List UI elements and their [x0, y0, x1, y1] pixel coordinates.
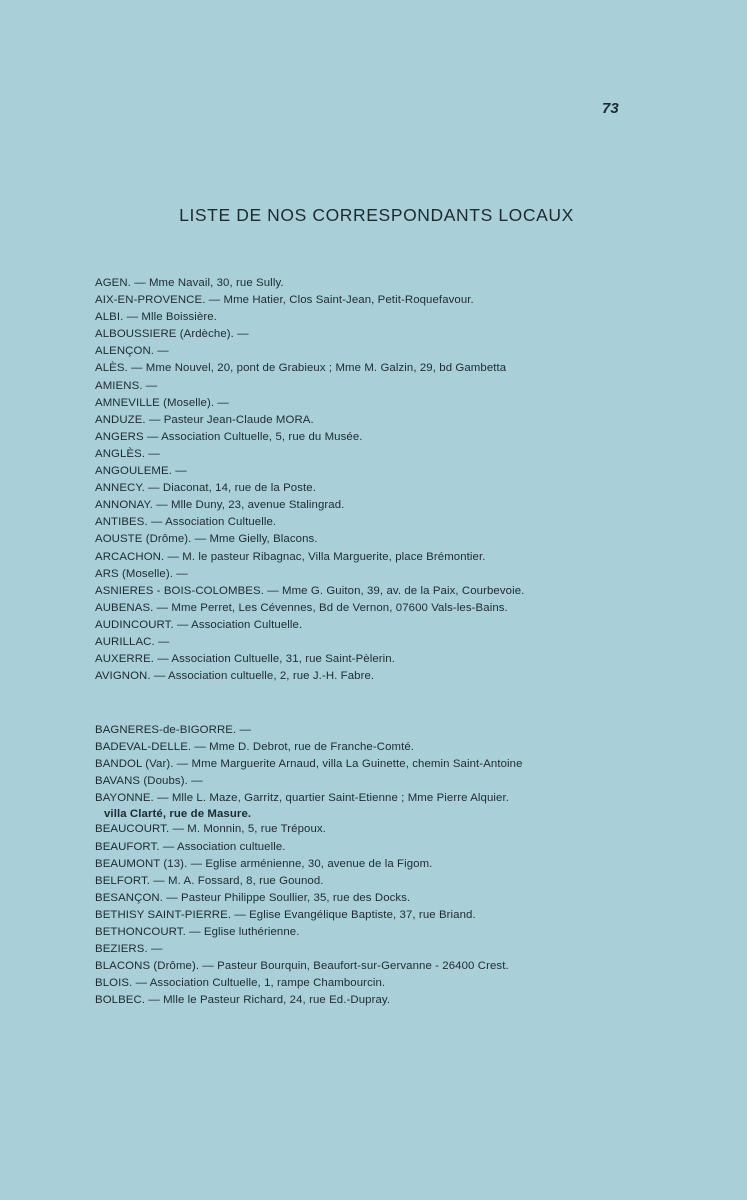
list-item: ASNIERES - BOIS-COLOMBES. — Mme G. Guiton, 39, av. de la Paix, Courbevoie.: [95, 584, 525, 597]
list-item: BAGNERES-de-BIGORRE. —: [95, 724, 252, 736]
list-item: BLOIS. — Association Cultuelle, 1, rampe Chambourcin.: [95, 977, 386, 990]
list-item: ALENÇON. —: [95, 345, 169, 358]
list-item: ALÈS. — Mme Nouvel, 20, pont de Grabieux ; Mme M. Galzin, 29, bd Gambetta: [95, 362, 507, 375]
list-item: ANGERS — Association Cultuelle, 5, rue du Musée.: [95, 430, 363, 443]
page-title: LISTE DE NOS CORRESPONDANTS LOCAUX: [179, 205, 574, 225]
list-item: AGEN. — Mme Navail, 30, rue Sully.: [95, 277, 284, 289]
list-item-continuation: villa Clarté, rue de Masure.: [104, 808, 252, 821]
list-item: BELFORT. — M. A. Fossard, 8, rue Gounod.: [95, 874, 324, 887]
list-item: BEAUMONT (13). — Eglise arménienne, 30, avenue de la Figom.: [95, 857, 433, 870]
list-item: BLACONS (Drôme). — Pasteur Bourquin, Beaufort-sur-Gervanne - 26400 Crest.: [95, 960, 509, 973]
list-item: ANNONAY. — Mlle Duny, 23, avenue Stalingrad.: [95, 499, 345, 512]
list-item: BETHONCOURT. — Eglise luthérienne.: [95, 926, 300, 939]
list-item: ANGLÈS. —: [95, 447, 160, 460]
list-item: BADEVAL-DELLE. — Mme D. Debrot, rue de Franche-Comté.: [95, 741, 415, 754]
list-item: ANGOULEME. —: [95, 465, 187, 478]
list-item: ALBI. — Mlle Boissière.: [95, 311, 217, 324]
list-item: AURILLAC. —: [95, 635, 170, 648]
list-item: BEAUFORT. — Association cultuelle.: [95, 840, 286, 853]
list-item: ARS (Moselle). —: [95, 567, 188, 580]
list-item: BAVANS (Doubs). —: [95, 775, 203, 788]
list-item: AUBENAS. — Mme Perret, Les Cévennes, Bd de Vernon, 07600 Vals-les-Bains.: [95, 601, 508, 614]
list-item: AOUSTE (Drôme). — Mme Gielly, Blacons.: [95, 533, 318, 546]
list-item: AIX-EN-PROVENCE. — Mme Hatier, Clos Saint-Jean, Petit-Roquefavour.: [95, 294, 474, 307]
list-item-bayonne: [95, 790, 625, 821]
list-item: BETHISY SAINT-PIERRE. — Eglise Evangélique Baptiste, 37, rue Briand.: [95, 908, 476, 921]
list-item: AVIGNON. — Association cultuelle, 2, rue J.-H. Fabre.: [95, 670, 375, 683]
list-item: BESANÇON. — Pasteur Philippe Soullier, 35, rue des Docks.: [95, 891, 411, 904]
list-item: ANTIBES. — Association Cultuelle.: [95, 516, 277, 529]
list-item: AUDINCOURT. — Association Cultuelle.: [95, 618, 303, 631]
list-item: BEZIERS. —: [95, 943, 163, 956]
list-item: ARCACHON. — M. le pasteur Ribagnac, Villa Marguerite, place Brémontier.: [95, 550, 486, 563]
correspondents-list-a: [95, 275, 625, 685]
list-item: ANDUZE. — Pasteur Jean-Claude MORA.: [95, 413, 314, 426]
list-item: BOLBEC. — Mlle le Pasteur Richard, 24, rue Ed.-Dupray.: [95, 994, 391, 1007]
list-item: ALBOUSSIERE (Ardèche). —: [95, 328, 249, 341]
list-item: ANNECY. — Diaconat, 14, rue de la Poste.: [95, 482, 316, 495]
list-item-text: BAYONNE. — Mlle L. Maze, Garritz, quartier Saint-Etienne ; Mme Pierre Alquier.: [95, 792, 509, 805]
list-item: BANDOL (Var). — Mme Marguerite Arnaud, villa La Guinette, chemin Saint-Antoine: [95, 758, 523, 771]
list-item: AMIENS. —: [95, 379, 158, 392]
list-item: AUXERRE. — Association Cultuelle, 31, rue Saint-Pèlerin.: [95, 653, 395, 666]
list-item: BEAUCOURT. — M. Monnin, 5, rue Trépoux.: [95, 823, 326, 836]
page-number: 73: [602, 100, 619, 117]
list-item: AMNEVILLE (Moselle). —: [95, 396, 229, 409]
correspondents-list-b: [95, 722, 625, 1010]
